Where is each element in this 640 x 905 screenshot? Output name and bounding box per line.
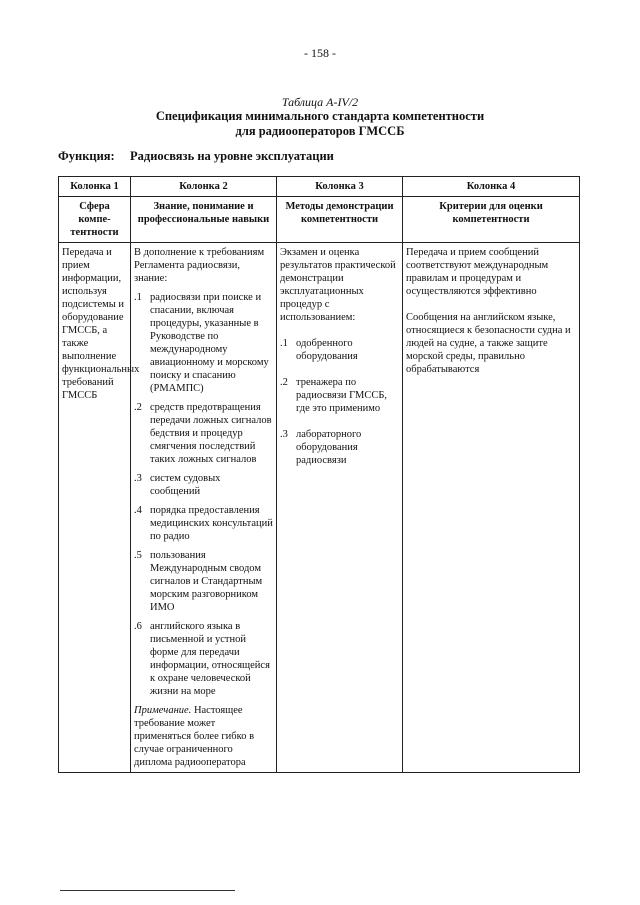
- item-number: .5: [134, 550, 142, 561]
- function-label: Функция:: [58, 149, 115, 163]
- item-number: .3: [134, 473, 142, 484]
- item-number: .6: [134, 621, 142, 632]
- competence-cell: Передача и прием информации, используя подсистемы и оборудование ГМССБ, а также выполнение функциональных требований ГМССБ: [59, 243, 131, 773]
- title-line-1: Спецификация минимального стандарта компетентности: [155, 109, 485, 123]
- methods-lead: Экзамен и оценка результатов практической демонстрации эксплуатационных процедур с использованием:: [280, 247, 396, 323]
- competence-table: [58, 176, 580, 773]
- item-number: .1: [134, 292, 142, 303]
- item-text: систем судовых сообщений: [150, 473, 221, 497]
- column-header-1: Сфера компе-тентности: [59, 197, 131, 243]
- function-value: Радиосвязь на уровне эксплуатации: [130, 149, 334, 163]
- item-text: английского языка в письменной и устной форме для передачи информации, относящейся к охране человеческой жизни на море: [150, 621, 270, 697]
- item-text: радиосвязи при поиске и спасании, включая процедуры, указанные в Руководстве по международному авиационному и морскому поиску и спасанию (РМАМПС): [150, 292, 269, 394]
- list-item: [134, 291, 273, 395]
- column-number-row: [59, 177, 580, 197]
- footnote-divider: [60, 890, 235, 891]
- table-row: [59, 243, 580, 773]
- note: [134, 704, 273, 769]
- note-label: Примечание.: [134, 705, 192, 716]
- item-text: тренажера по радиосвязи ГМССБ, где это применимо: [296, 377, 388, 414]
- item-number: .4: [134, 505, 142, 516]
- criteria-paragraph-1: Передача и прием сообщений соответствуют международным правилам и процедурам и осуществляются эффективно: [406, 247, 549, 297]
- item-number: .2: [134, 402, 142, 413]
- list-item: [134, 472, 273, 498]
- title-line-2: для радиооператоров ГМССБ: [235, 124, 405, 138]
- item-text: лабораторного оборудования радиосвязи: [296, 429, 362, 466]
- knowledge-cell: [131, 243, 277, 773]
- item-text: одобренного оборудования: [296, 338, 358, 362]
- column-number-3: Колонка 3: [277, 177, 403, 197]
- table-label: Таблица А-IV/2: [281, 95, 359, 109]
- column-header-3: Методы демонстрации компетентности: [277, 197, 403, 243]
- column-header-2: Знание, понимание и профессиональные навыки: [131, 197, 277, 243]
- function-line: [58, 149, 334, 164]
- item-text: пользования Международным сводом сигналов и Стандартным морским разговорником ИМО: [150, 550, 263, 613]
- item-number: .2: [280, 377, 288, 388]
- criteria-paragraph-2: Сообщения на английском языке, относящиеся к безопасности судна и людей на судне, а также защите морской среды, правильно обрабатываются: [406, 312, 571, 375]
- list-item: [280, 376, 399, 415]
- column-header-4: Критерии для оценки компетентности: [403, 197, 580, 243]
- note-text: Настоящее требование может применяться более гибко в случае ограниченного диплома радиооператора: [134, 705, 255, 768]
- knowledge-lead: В дополнение к требованиям Регламента радиосвязи, знание:: [134, 247, 265, 284]
- methods-cell: [277, 243, 403, 773]
- list-item: [134, 620, 273, 698]
- item-text: средств предотвращения передачи ложных сигналов бедствия и процедур смягчения последствий таких ложных сигналов: [150, 402, 272, 465]
- list-item: [134, 549, 273, 614]
- document-title: [0, 109, 640, 139]
- list-item: [280, 337, 399, 363]
- item-number: .1: [280, 338, 288, 349]
- column-header-row: [59, 197, 580, 243]
- column-number-2: Колонка 2: [131, 177, 277, 197]
- criteria-cell: [403, 243, 580, 773]
- column-number-1: Колонка 1: [59, 177, 131, 197]
- item-text: порядка предоставления медицинских консультаций по радио: [150, 505, 273, 542]
- item-number: .3: [280, 429, 288, 440]
- list-item: [134, 504, 273, 543]
- list-item: [280, 428, 399, 467]
- page-number: - 158 -: [304, 46, 336, 60]
- list-item: [134, 401, 273, 466]
- column-number-4: Колонка 4: [403, 177, 580, 197]
